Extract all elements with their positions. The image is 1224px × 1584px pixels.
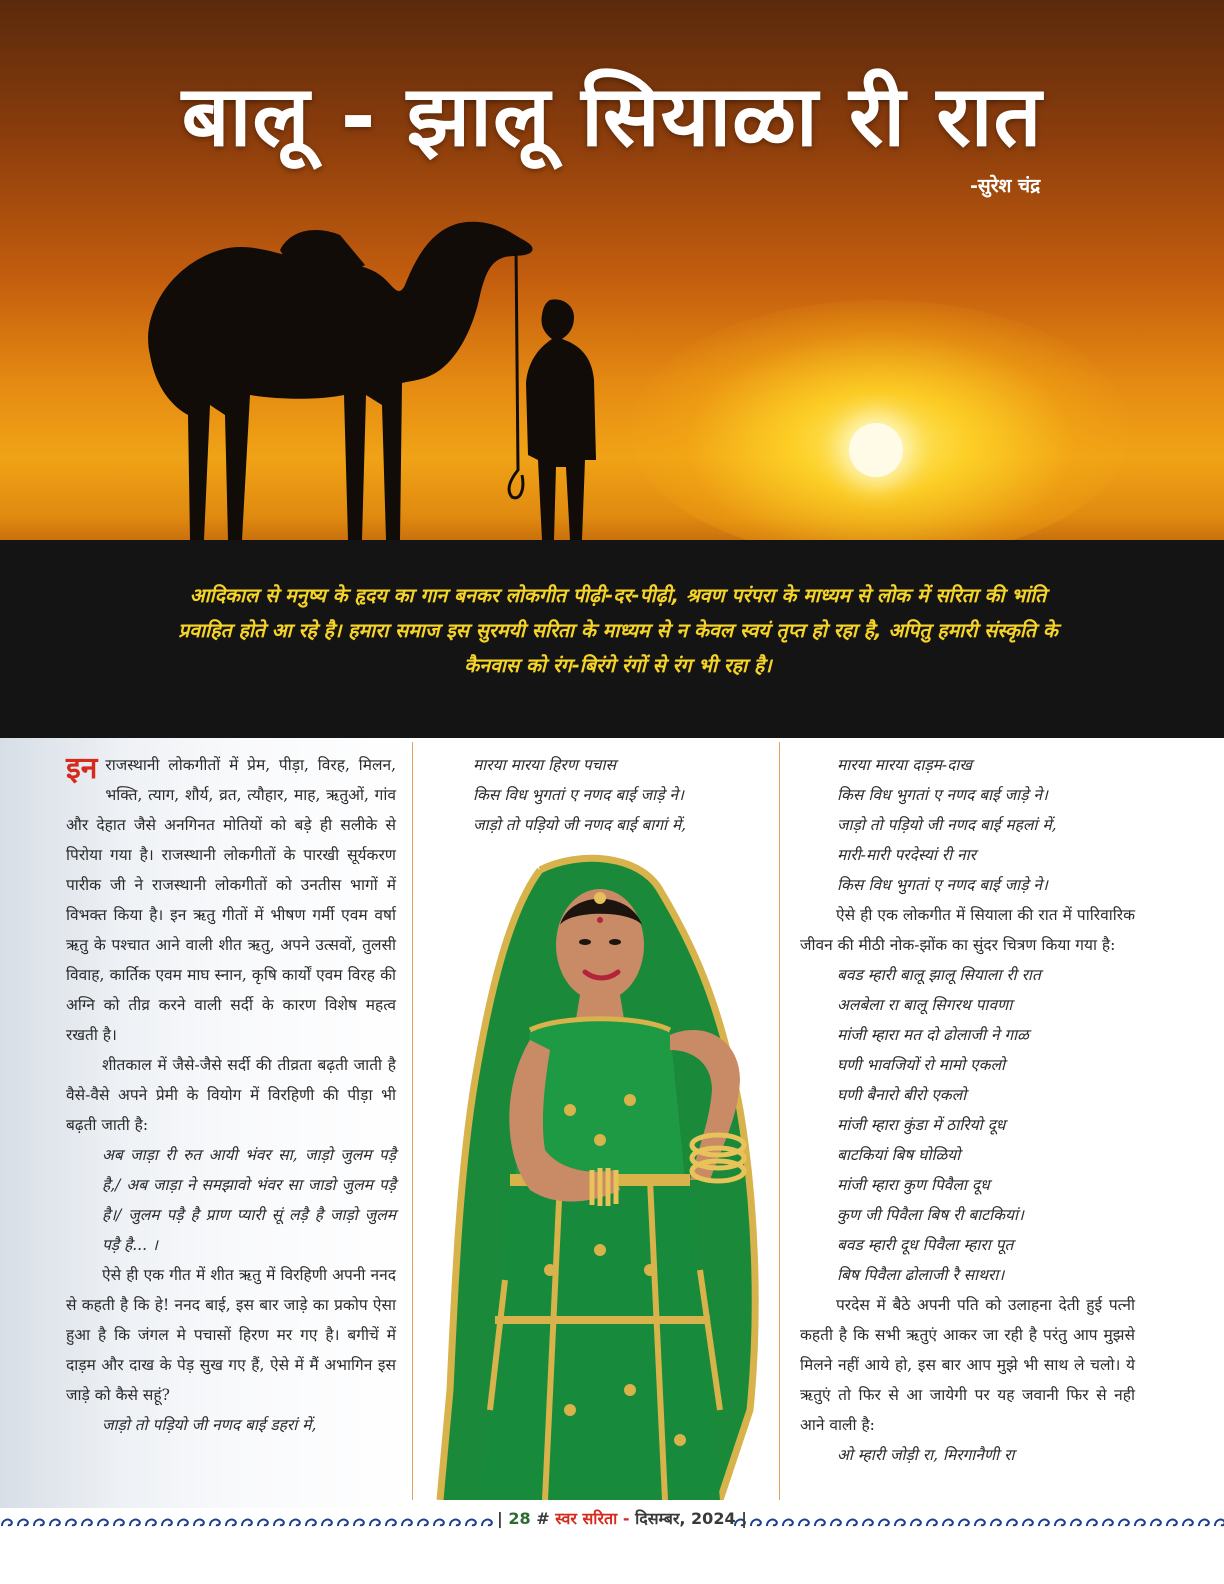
wave-ornament-left <box>0 1516 495 1530</box>
paragraph-4: ऐसे ही एक लोकगीत में सियाला की रात में पारिवारिक जीवन की मीठी नोक-झोंक का सुंदर चित्रण किया गया है: <box>800 906 1135 954</box>
page-number: 28 <box>508 1509 531 1528</box>
verse-line: किस विध भुगतां ए नणद बाई जाड़े ने। <box>473 786 684 804</box>
verse-line: जाड़ो तो पड़ियो जी नणद बाई बागां में, <box>473 816 687 834</box>
verse-line: बिष पिवैला ढोलाजी रै साथरा। <box>837 1266 1005 1284</box>
verse-line: मांजी म्हारा कुंडा में ठारियो दूध <box>837 1116 1006 1134</box>
intro-paragraph: आदिकाल से मनुष्य के हृदय का गान बनकर लोकगीत पीढ़ी-दर-पीढ़ी, श्रवण परंपरा के माध्यम से लोक में सरिता की भांति प्रवाहित होते आ रहे है। हमारा समाज इस सुरमयी सरिता के माध्यम से न केवल स्वयं तृप्त हो रहा है, अपितु हमारी संस्कृति के कैनवास को रंग-बिरंगे रंगों से रंग भी रहा है। <box>178 584 1058 677</box>
paragraph-1 <box>66 750 396 1050</box>
verse-line: मांजी म्हारा कुण पिवैला दूध <box>837 1176 990 1194</box>
article-title: बालू - झालू सियाळा री रात <box>181 67 1043 165</box>
woman-in-green-odhni-photo <box>420 850 765 1500</box>
folio-bar: | <box>497 1509 503 1528</box>
column-divider <box>779 742 780 1500</box>
paragraph-2: शीतकाल में जैसे-जैसे सर्दी की तीव्रता बढ़ती जाती है वैसे-वैसे अपने प्रेमी के वियोग में विरहिणी की पीड़ा भी बढ़ती जाती है: <box>66 1056 396 1134</box>
verse-line: किस विध भुगतां ए नणद बाई जाड़े ने। <box>837 876 1048 894</box>
sun <box>849 423 903 477</box>
verse-line: बवड म्हारी बालू झालू सियाला री रात <box>837 966 1041 984</box>
poem-excerpt: अब जाड़ा री रुत आयी भंवर सा, जाड़ो जुलम पड़ै है,/ अब जाड़ा ने समझावो भंवर सा जाडो जुलम पड़ै है।/ जुलम पड़ै है प्राण प्यारी सूं लड़ै है जाड़ो जुलम पड़ै है... । <box>102 1146 396 1254</box>
right-column <box>800 750 1135 1470</box>
left-column <box>66 750 396 1440</box>
verse-line: मारया मारया हिरण पचास <box>473 756 616 774</box>
verse-line: घणी भावजियों रो मामो एकलो <box>837 1056 1006 1074</box>
paragraph-5: परदेस में बैठे अपनी पति को उलाहना देती हुई पत्नी कहती है कि सभी ऋतुएं आकर जा रही है परंतु आप मुझसे मिलने नहीं आये हो, इस बार आप मुझे भी साथ ले चलो। ये ऋतुएं तो फिर से आ जायेगी पर यह जवानी फिर से नही आने वाली है: <box>800 1296 1135 1434</box>
footer-dash: - <box>622 1509 630 1528</box>
verse-line: अलबेला रा बालू सिगरथ पावणा <box>837 996 1013 1014</box>
verse-line: मांजी म्हारा मत दो ढोलाजी ने गाळ <box>837 1026 1029 1044</box>
middle-column-verses <box>473 750 763 840</box>
paragraph-3: ऐसे ही एक गीत में शीत ऋतु में विरहिणी अपनी ननद से कहती है कि हे! ननद बाई, इस बार जाड़े का प्रकोप ऐसा हुआ है कि जंगल मे पचासों हिरण मर गए है। बगीचें में दाड़म और दाख के पेड़ सुख गए हैं, ऐसे में मैं अभागिन इस जाड़े को कैसे सहूं? <box>66 1266 396 1404</box>
verse-line: ओ म्हारी जोड़ी रा, मिरगानैणी रा <box>837 1446 1015 1464</box>
magazine-name: स्वर सरिता <box>555 1509 618 1528</box>
verse-line: घणी बैनारो बीरो एकलो <box>837 1086 967 1104</box>
hash-mark: # <box>536 1509 550 1528</box>
verse-line: जाड़ो तो पड़ियो जी नणद बाई महलां में, <box>837 816 1057 834</box>
issue-date: दिसम्बर, 2024 <box>635 1509 736 1528</box>
verse-line: मारया मारया दाड़म-दाख <box>837 756 973 774</box>
verse-line: कुण जी पिवैला बिष री बाटकियां। <box>837 1206 1024 1224</box>
column-divider <box>412 742 413 1500</box>
verse-line: मारी-मारी परदेस्यां री नार <box>837 846 977 864</box>
camel-and-man-silhouette <box>130 205 610 545</box>
author-name: -सुरेश चंद्र <box>970 175 1041 197</box>
verse-line: जाड़ो तो पड़ियो जी नणद बाई डहरां में, <box>102 1416 317 1434</box>
drop-cap: इन <box>66 751 98 786</box>
folio-bar: | <box>741 1509 748 1528</box>
verse-line: किस विध भुगतां ए नणद बाई जाड़े ने। <box>837 786 1048 804</box>
verse-line: बवड म्हारी दूध पिवैला म्हारा पूत <box>837 1236 1014 1254</box>
hero-banner <box>0 0 1224 738</box>
footer-folio <box>497 1507 747 1529</box>
wave-ornament-right <box>733 1516 1224 1530</box>
verse-line: बाटकियां बिष घोळियो <box>837 1146 961 1164</box>
paragraph-1-text: राजस्थानी लोकगीतों में प्रेम, पीड़ा, विरह, मिलन, भक्ति, त्याग, शौर्य, व्रत, त्यौहार, माह, ऋतुओं, गांव और देहात जैसे अनगिनत मोतियों को बड़े ही सलीके से पिरोया गया है। राजस्थानी लोकगीतों के पारखी सूर्यकरण पारीक जी ने राजस्थानी लोकगीतों को उनतीस भागों में विभक्त किया है। इन ऋतु गीतों में भीषण गर्मी एवम वर्षा ऋतु के पश्चात आने वाली शीत ऋतु, अपने उत्सवों, तुलसी विवाह, कार्तिक एवम माघ स्नान, कृषि कार्यों एवम विरह की अग्नि को तीव्र करने वाली सर्दी के कारण विशेष महत्व रखती है। <box>66 756 396 1044</box>
